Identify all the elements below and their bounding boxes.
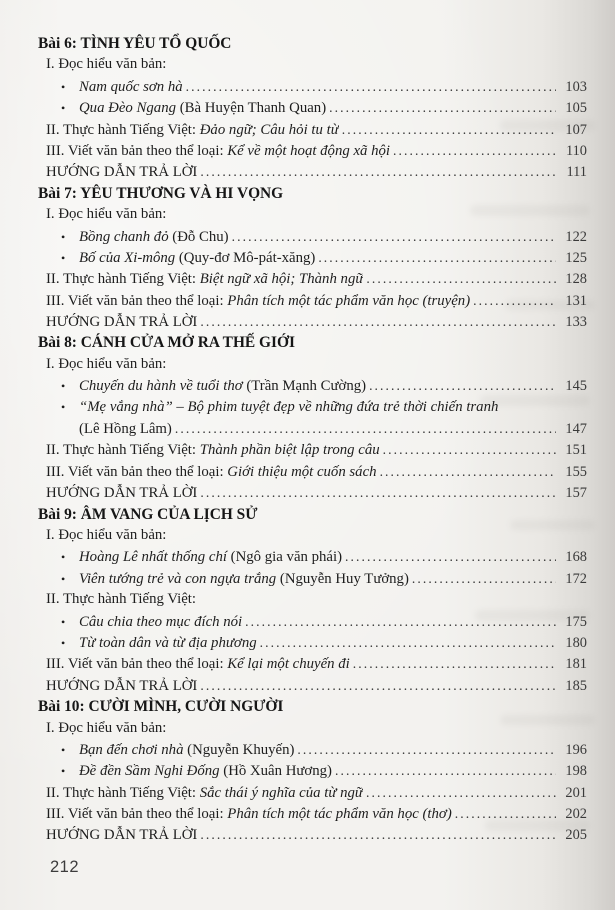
toc-page-number: 201	[565, 784, 587, 801]
toc-entry	[38, 204, 587, 225]
toc-entry-label: HƯỚNG DẪN TRẢ LỜI	[46, 677, 198, 694]
toc-entry	[38, 54, 587, 75]
dotted-leader	[245, 611, 556, 633]
toc-entry	[38, 782, 587, 803]
toc-page-number: 103	[565, 78, 587, 95]
toc-entry-label: Câu chia theo mục đích nói	[79, 613, 243, 630]
section-title: Bài 8: CÁNH CỬA MỞ RA THẾ GIỚI	[38, 334, 295, 352]
toc-entry-label: (Lê Hồng Lâm)	[79, 421, 172, 438]
section-title: Bài 10: CƯỜI MÌNH, CƯỜI NGƯỜI	[38, 698, 284, 716]
toc-entry	[38, 140, 587, 161]
toc-entry-label: Bồng chanh đỏ (Đỗ Chu)	[79, 228, 229, 245]
toc-entry-label: Chuyến du hành về tuổi thơ (Trần Mạnh Cường)	[79, 378, 367, 395]
toc-entry-label: HƯỚNG DẪN TRẢ LỜI	[46, 485, 198, 502]
toc-entry-label: I. Đọc hiểu văn bản:	[46, 56, 167, 73]
dotted-leader	[366, 268, 556, 290]
dotted-leader	[175, 418, 556, 440]
toc-entry	[38, 354, 587, 375]
toc-entry	[38, 311, 587, 332]
toc-entry	[38, 824, 587, 845]
bullet-icon: •	[61, 571, 66, 586]
toc-page-number: 151	[565, 442, 587, 459]
dotted-leader	[412, 568, 556, 590]
toc	[38, 33, 587, 846]
toc-section	[38, 33, 587, 183]
toc-entry-label: III. Viết văn bản theo thể loại: Giới thiệu một cuốn sách	[46, 463, 377, 480]
toc-entry-label: I. Đọc hiểu văn bản:	[46, 526, 167, 543]
toc-entry-label: II. Thực hành Tiếng Việt:	[46, 591, 197, 608]
toc-entry-label: I. Đọc hiểu văn bản:	[46, 719, 167, 736]
toc-page-number: 172	[565, 570, 587, 587]
toc-page-number: 147	[565, 421, 587, 438]
dotted-leader	[366, 782, 556, 804]
toc-entry	[38, 653, 587, 674]
toc-entry-label: III. Viết văn bản theo thể loại: Phân tích một tác phẩm văn học (thơ)	[46, 806, 452, 823]
bullet-icon: •	[61, 79, 66, 94]
toc-entry	[38, 760, 587, 781]
section-title: Bài 7: YÊU THƯƠNG VÀ HI VỌNG	[38, 184, 284, 202]
toc-entry-label: I. Đọc hiểu văn bản:	[46, 206, 167, 223]
toc-page-number: 180	[565, 634, 587, 651]
toc-page-number: 111	[566, 164, 587, 181]
toc-page-number: 122	[565, 228, 587, 245]
toc-entry	[38, 97, 587, 118]
section-title: Bài 6: TÌNH YÊU TỔ QUỐC	[38, 35, 232, 52]
toc-entry-label: Nam quốc sơn hà	[79, 78, 183, 95]
toc-entry-label: II. Thực hành Tiếng Việt: Sắc thái ý nghĩa của từ ngữ	[46, 784, 363, 801]
toc-page-number: 131	[565, 292, 587, 309]
dotted-leader	[200, 482, 556, 504]
toc-entry-label: Qua Đèo Ngang (Bà Huyện Thanh Quan)	[79, 100, 327, 117]
toc-entry-label: “Mẹ vắng nhà” – Bộ phim tuyệt đẹp về những đứa trẻ thời chiến tranh	[79, 398, 499, 415]
toc-entry	[38, 290, 587, 311]
toc-entry-label: HƯỚNG DẪN TRẢ LỜI	[46, 314, 198, 331]
toc-entry	[38, 161, 587, 182]
toc-entry	[38, 718, 587, 739]
toc-entry-label: Bố của Xi-mông (Quy-đơ Mô-pát-xăng)	[79, 249, 316, 266]
dotted-leader	[329, 97, 556, 119]
toc-entry	[38, 375, 587, 396]
toc-entry-label: HƯỚNG DẪN TRẢ LỜI	[46, 164, 198, 181]
bullet-icon: •	[61, 614, 66, 629]
bullet-icon: •	[61, 764, 66, 779]
toc-page-number: 181	[565, 656, 587, 673]
toc-section	[38, 696, 587, 846]
toc-entry	[38, 525, 587, 546]
bullet-icon: •	[61, 229, 66, 244]
page-content	[38, 33, 587, 846]
toc-entry	[38, 418, 587, 439]
toc-entry-label: Viên tướng trẻ và con ngựa trắng (Nguyễn Huy Tưởng)	[79, 570, 409, 587]
dotted-leader	[383, 439, 556, 461]
toc-entry	[38, 568, 587, 589]
toc-page-number: 107	[565, 121, 587, 138]
toc-entry	[38, 589, 587, 610]
dotted-leader	[297, 739, 556, 761]
page-folio: 212	[50, 858, 80, 876]
dotted-leader	[455, 803, 556, 825]
toc-entry	[38, 397, 587, 418]
bullet-icon: •	[61, 379, 66, 394]
toc-entry	[38, 439, 587, 460]
dotted-leader	[380, 461, 556, 483]
toc-section	[38, 332, 587, 503]
dotted-leader	[342, 119, 556, 141]
toc-section	[38, 504, 587, 697]
toc-entry	[38, 247, 587, 268]
dotted-leader	[200, 311, 556, 333]
dotted-leader	[200, 675, 556, 697]
toc-page-number: 175	[565, 613, 587, 630]
toc-entry-label: II. Thực hành Tiếng Việt: Biệt ngữ xã hội; Thành ngữ	[46, 271, 364, 288]
toc-entry-label: III. Viết văn bản theo thể loại: Kể về một hoạt động xã hội	[46, 142, 391, 159]
toc-page-number: 125	[565, 249, 587, 266]
bullet-icon: •	[61, 399, 66, 414]
toc-page-number: 168	[565, 549, 587, 566]
dotted-leader	[369, 375, 556, 397]
dotted-leader	[200, 161, 556, 183]
toc-page-number: 196	[565, 741, 587, 758]
dotted-leader	[393, 140, 556, 162]
toc-page-number: 128	[565, 271, 587, 288]
bullet-icon: •	[61, 101, 66, 116]
dotted-leader	[260, 632, 556, 654]
toc-page-number: 110	[565, 142, 587, 159]
toc-entry	[38, 632, 587, 653]
toc-entry	[38, 675, 587, 696]
toc-entry	[38, 611, 587, 632]
section-title: Bài 9: ÂM VANG CỦA LỊCH SỬ	[38, 505, 258, 523]
toc-entry-label: Đề đền Sầm Nghi Đống (Hồ Xuân Hương)	[79, 763, 332, 780]
toc-entry-label: Hoàng Lê nhất thống chí (Ngô gia văn phái)	[79, 549, 343, 566]
toc-entry	[38, 546, 587, 567]
dotted-leader	[200, 824, 556, 846]
toc-entry	[38, 803, 587, 824]
toc-entry	[38, 268, 587, 289]
dotted-leader	[335, 760, 556, 782]
toc-page-number: 105	[565, 100, 587, 117]
toc-entry-label: III. Viết văn bản theo thể loại: Phân tích một tác phẩm văn học (truyện)	[46, 292, 471, 309]
dotted-leader	[353, 653, 556, 675]
toc-page-number: 155	[565, 463, 587, 480]
toc-page-number: 185	[565, 677, 587, 694]
dotted-leader	[318, 247, 556, 269]
dotted-leader	[232, 226, 556, 248]
toc-entry	[38, 739, 587, 760]
toc-entry-label: HƯỚNG DẪN TRẢ LỜI	[46, 827, 198, 844]
toc-page-number: 133	[565, 314, 587, 331]
toc-page-number: 202	[565, 806, 587, 823]
toc-entry-label: Từ toàn dân và từ địa phương	[79, 634, 257, 651]
toc-page-number: 198	[565, 763, 587, 780]
toc-entry-label: Bạn đến chơi nhà (Nguyễn Khuyến)	[79, 741, 295, 758]
dotted-leader	[473, 290, 556, 312]
bullet-icon: •	[61, 550, 66, 565]
toc-entry	[38, 226, 587, 247]
dotted-leader	[186, 76, 556, 98]
toc-section	[38, 183, 587, 333]
toc-entry	[38, 76, 587, 97]
dotted-leader	[345, 546, 556, 568]
toc-entry	[38, 461, 587, 482]
toc-entry-label: II. Thực hành Tiếng Việt: Thành phần biệt lập trong câu	[46, 442, 380, 459]
bullet-icon: •	[61, 635, 66, 650]
toc-entry	[38, 482, 587, 503]
toc-page-number: 157	[565, 485, 587, 502]
bullet-icon: •	[61, 742, 66, 757]
toc-page-number: 145	[565, 378, 587, 395]
toc-entry-label: I. Đọc hiểu văn bản:	[46, 355, 167, 372]
toc-entry	[38, 119, 587, 140]
toc-page-number: 205	[565, 827, 587, 844]
bullet-icon: •	[61, 250, 66, 265]
toc-entry-label: II. Thực hành Tiếng Việt: Đảo ngữ; Câu hỏi tu từ	[46, 121, 339, 138]
toc-entry-label: III. Viết văn bản theo thể loại: Kể lại một chuyến đi	[46, 656, 350, 673]
